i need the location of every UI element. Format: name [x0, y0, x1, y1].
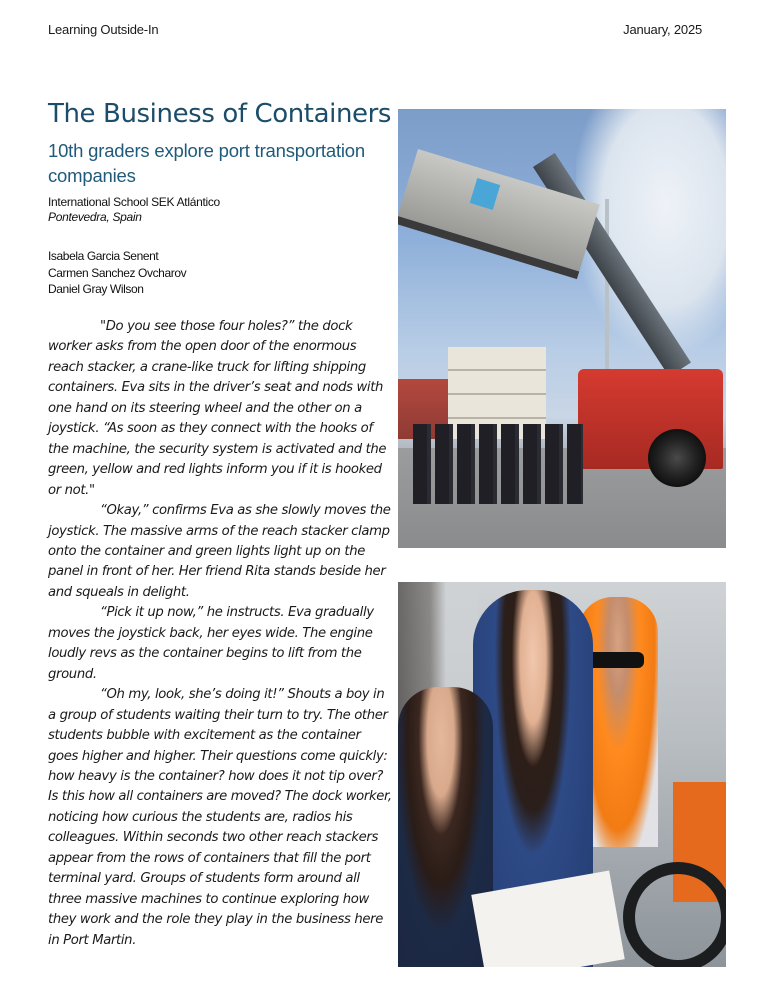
wheel-shape	[648, 429, 706, 487]
article-paragraph: “Pick it up now,” he instructs. Eva gradually moves the joystick back, her eyes wide. The engine loudly revs as the container begins to lift from the ground.	[48, 605, 374, 682]
article-paragraph: “Oh my, look, she’s doing it!” Shouts a boy in a group of students waiting their turn to try. The other students bubble with excitement as the container goes higher and higher. Their questions come quickly: how heavy is the container? how does it not tip over? Is this how all containers are moved? The dock worker, noticing how curious the students are, radios his colleagues. Within seconds two other reach stackers appear from the rows of containers that fill the port terminal yard. Groups of students form around all three massive machines to continue exploring how they work and the role they play in the business here in Port Martin.	[48, 687, 392, 948]
students-group-shape	[413, 424, 583, 504]
issue-date: January, 2025	[623, 22, 702, 37]
lifted-container-shape	[398, 149, 600, 279]
photo-reach-stacker	[398, 109, 726, 548]
article-body	[48, 317, 394, 951]
school-name: International School SEK Atlántico	[48, 195, 220, 209]
article-title: The Business of Containers	[48, 99, 392, 129]
author-list	[48, 248, 186, 298]
author-name: Daniel Gray Wilson	[48, 282, 144, 296]
photo-students-in-cab	[398, 582, 726, 967]
publication-name: Learning Outside-In	[48, 22, 159, 37]
author-name: Carmen Sanchez Ovcharov	[48, 265, 187, 280]
school-location: Pontevedra, Spain	[48, 210, 142, 224]
article-paragraph: "Do you see those four holes?” the dock worker asks from the open door of the enormous reach stacker, a crane-like truck for lifting shipping containers. Eva sits in the driver’s seat and nods with one hand on its steering wheel and the other on a joystick. “As soon as they connect with the hooks of the machine, the security system is activated and the green, yellow and red lights inform you if it is hooked or not."	[48, 319, 387, 498]
article-subtitle: 10th graders explore port transportation companies	[48, 140, 365, 186]
sunglasses-shape	[586, 652, 644, 668]
article-paragraph: “Okay,” confirms Eva as she slowly moves the joystick. The massive arms of the reach stacker clamp onto the container and green lights light up on the panel in front of her. Her friend Rita stands beside her and squeals in delight.	[48, 503, 391, 600]
steering-wheel-shape	[623, 862, 726, 967]
author-name: Isabela Garcia Senent	[48, 249, 159, 263]
